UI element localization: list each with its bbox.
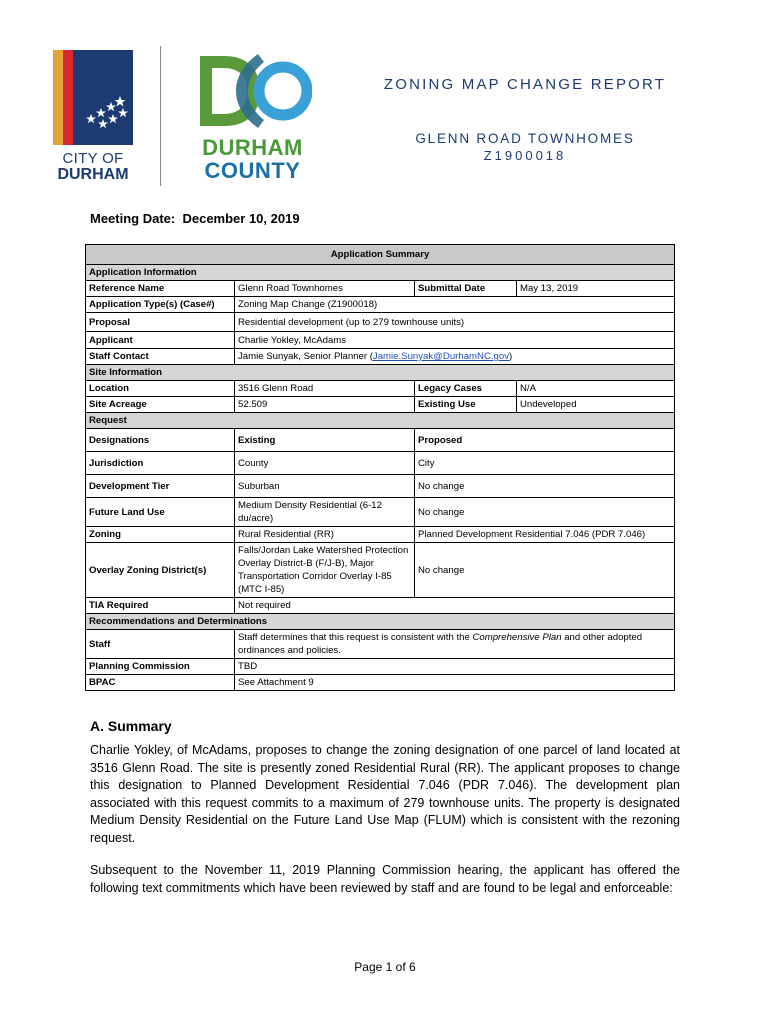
section-a-heading: A. Summary (90, 718, 172, 734)
request-row-existing: Suburban (235, 475, 415, 498)
existing-header: Existing (235, 429, 415, 452)
city-logo-line2: DURHAM (57, 166, 129, 183)
request-row-label: Development Tier (86, 475, 235, 498)
application-info-heading: Application Information (86, 265, 675, 281)
planning-commission-value: TBD (235, 659, 675, 675)
staff-contact-label: Staff Contact (86, 349, 235, 365)
submittal-date-label: Submittal Date (415, 281, 517, 297)
request-row (86, 475, 675, 498)
city-of-durham-logo (53, 50, 133, 182)
site-info-heading: Site Information (86, 365, 675, 381)
request-row-label: Future Land Use (86, 498, 235, 527)
request-row-existing: Rural Residential (RR) (235, 527, 415, 543)
staff-contact-value (235, 349, 675, 365)
meeting-date-value: December 10, 2019 (182, 211, 300, 226)
request-row (86, 543, 675, 598)
reference-name-value: Glenn Road Townhomes (235, 281, 415, 297)
request-row (86, 498, 675, 527)
application-summary-table (85, 244, 675, 691)
staff-determination-tail: and other adopted ordinances and policies. (238, 632, 643, 656)
bpac-label: BPAC (86, 675, 235, 691)
request-row-label: Overlay Zoning District(s) (86, 543, 235, 598)
request-row-existing: Medium Density Residential (6-12 du/acre) (235, 498, 415, 527)
staff-contact-suffix: ) (509, 351, 513, 362)
city-logo-line1: CITY OF (62, 150, 124, 167)
site-acreage-label: Site Acreage (86, 397, 235, 413)
report-title: ZONING MAP CHANGE REPORT (383, 76, 667, 93)
applicant-value: Charlie Yokley, McAdams (235, 332, 675, 349)
summary-title: Application Summary (86, 245, 675, 265)
staff-determination-text: Staff determines that this request is consistent with the (238, 632, 473, 643)
summary-paragraph-2: Subsequent to the November 11, 2019 Planning Commission hearing, the applicant has offered the following text commitments which have been reviewed by staff and are found to be legal and enforceable: (90, 863, 680, 895)
applicant-label: Applicant (86, 332, 235, 349)
request-row-label: Jurisdiction (86, 452, 235, 475)
location-value: 3516 Glenn Road (235, 381, 415, 397)
request-heading: Request (86, 413, 675, 429)
request-row-existing: County (235, 452, 415, 475)
project-title: GLENN ROAD TOWNHOMES (415, 131, 635, 146)
staff-contact-name: Jamie Sunyak, Senior Planner ( (238, 351, 373, 362)
tia-required-value: Not required (235, 598, 675, 614)
tia-required-label: TIA Required (86, 598, 235, 614)
reference-name-label: Reference Name (86, 281, 235, 297)
request-row-label: Zoning (86, 527, 235, 543)
summary-paragraph-1: Charlie Yokley, of McAdams, proposes to change the zoning designation of one parcel of land located at 3516 Glenn Road. The site is presently zoned Residential Rural (RR). The applicant proposes to change this designation to Planned Development Residential 7.046 (PDR 7.046). The development plan associated with this request commits to a maximum of 279 townhouse units. The property is designated Medium Density Residential on the Future Land Use Map (FLUM) which is consistent with the rezoning request. (90, 743, 680, 845)
proposed-header: Proposed (415, 429, 675, 452)
designations-header: Designations (86, 429, 235, 452)
logo-divider (160, 46, 161, 186)
recommendations-heading: Recommendations and Determinations (86, 614, 675, 630)
proposal-label: Proposal (86, 313, 235, 332)
location-label: Location (86, 381, 235, 397)
existing-use-value: Undeveloped (517, 397, 675, 413)
case-number: Z1900018 (483, 148, 567, 163)
legacy-cases-value: N/A (517, 381, 675, 397)
request-row (86, 527, 675, 543)
staff-determination (235, 630, 675, 659)
legacy-cases-label: Legacy Cases (415, 381, 517, 397)
city-flag-icon (53, 50, 133, 145)
dco-mark-icon (194, 48, 312, 134)
staff-email-link[interactable]: Jamie.Sunyak@DurhamNC.gov (372, 351, 510, 362)
durham-county-logo (190, 48, 315, 184)
request-row-proposed: No change (415, 543, 675, 598)
application-type-label: Application Type(s) (Case#) (86, 297, 235, 313)
site-acreage-value: 52.509 (235, 397, 415, 413)
request-row-proposed: Planned Development Residential 7.046 (PDR 7.046) (415, 527, 675, 543)
meeting-date (90, 211, 300, 226)
request-row-proposed: No change (415, 475, 675, 498)
page-number: Page 1 of 6 (354, 960, 416, 974)
bpac-value: See Attachment 9 (235, 675, 675, 691)
application-type-value: Zoning Map Change (Z1900018) (235, 297, 675, 313)
request-row-proposed: No change (415, 498, 675, 527)
comprehensive-plan-emphasis: Comprehensive Plan (472, 632, 562, 643)
proposal-value: Residential development (up to 279 townhouse units) (235, 313, 675, 332)
request-row-proposed: City (415, 452, 675, 475)
county-logo-line2: COUNTY (204, 158, 301, 183)
meeting-date-label: Meeting Date: (90, 211, 176, 226)
staff-label: Staff (86, 630, 235, 659)
request-row (86, 452, 675, 475)
submittal-date-value: May 13, 2019 (517, 281, 675, 297)
existing-use-label: Existing Use (415, 397, 517, 413)
request-row-existing: Falls/Jordan Lake Watershed Protection Overlay District-B (F/J-B), Major Transportation Corridor Overlay I-85 (MTC I-85) (235, 543, 415, 598)
planning-commission-label: Planning Commission (86, 659, 235, 675)
county-logo-line1: DURHAM (202, 135, 303, 160)
